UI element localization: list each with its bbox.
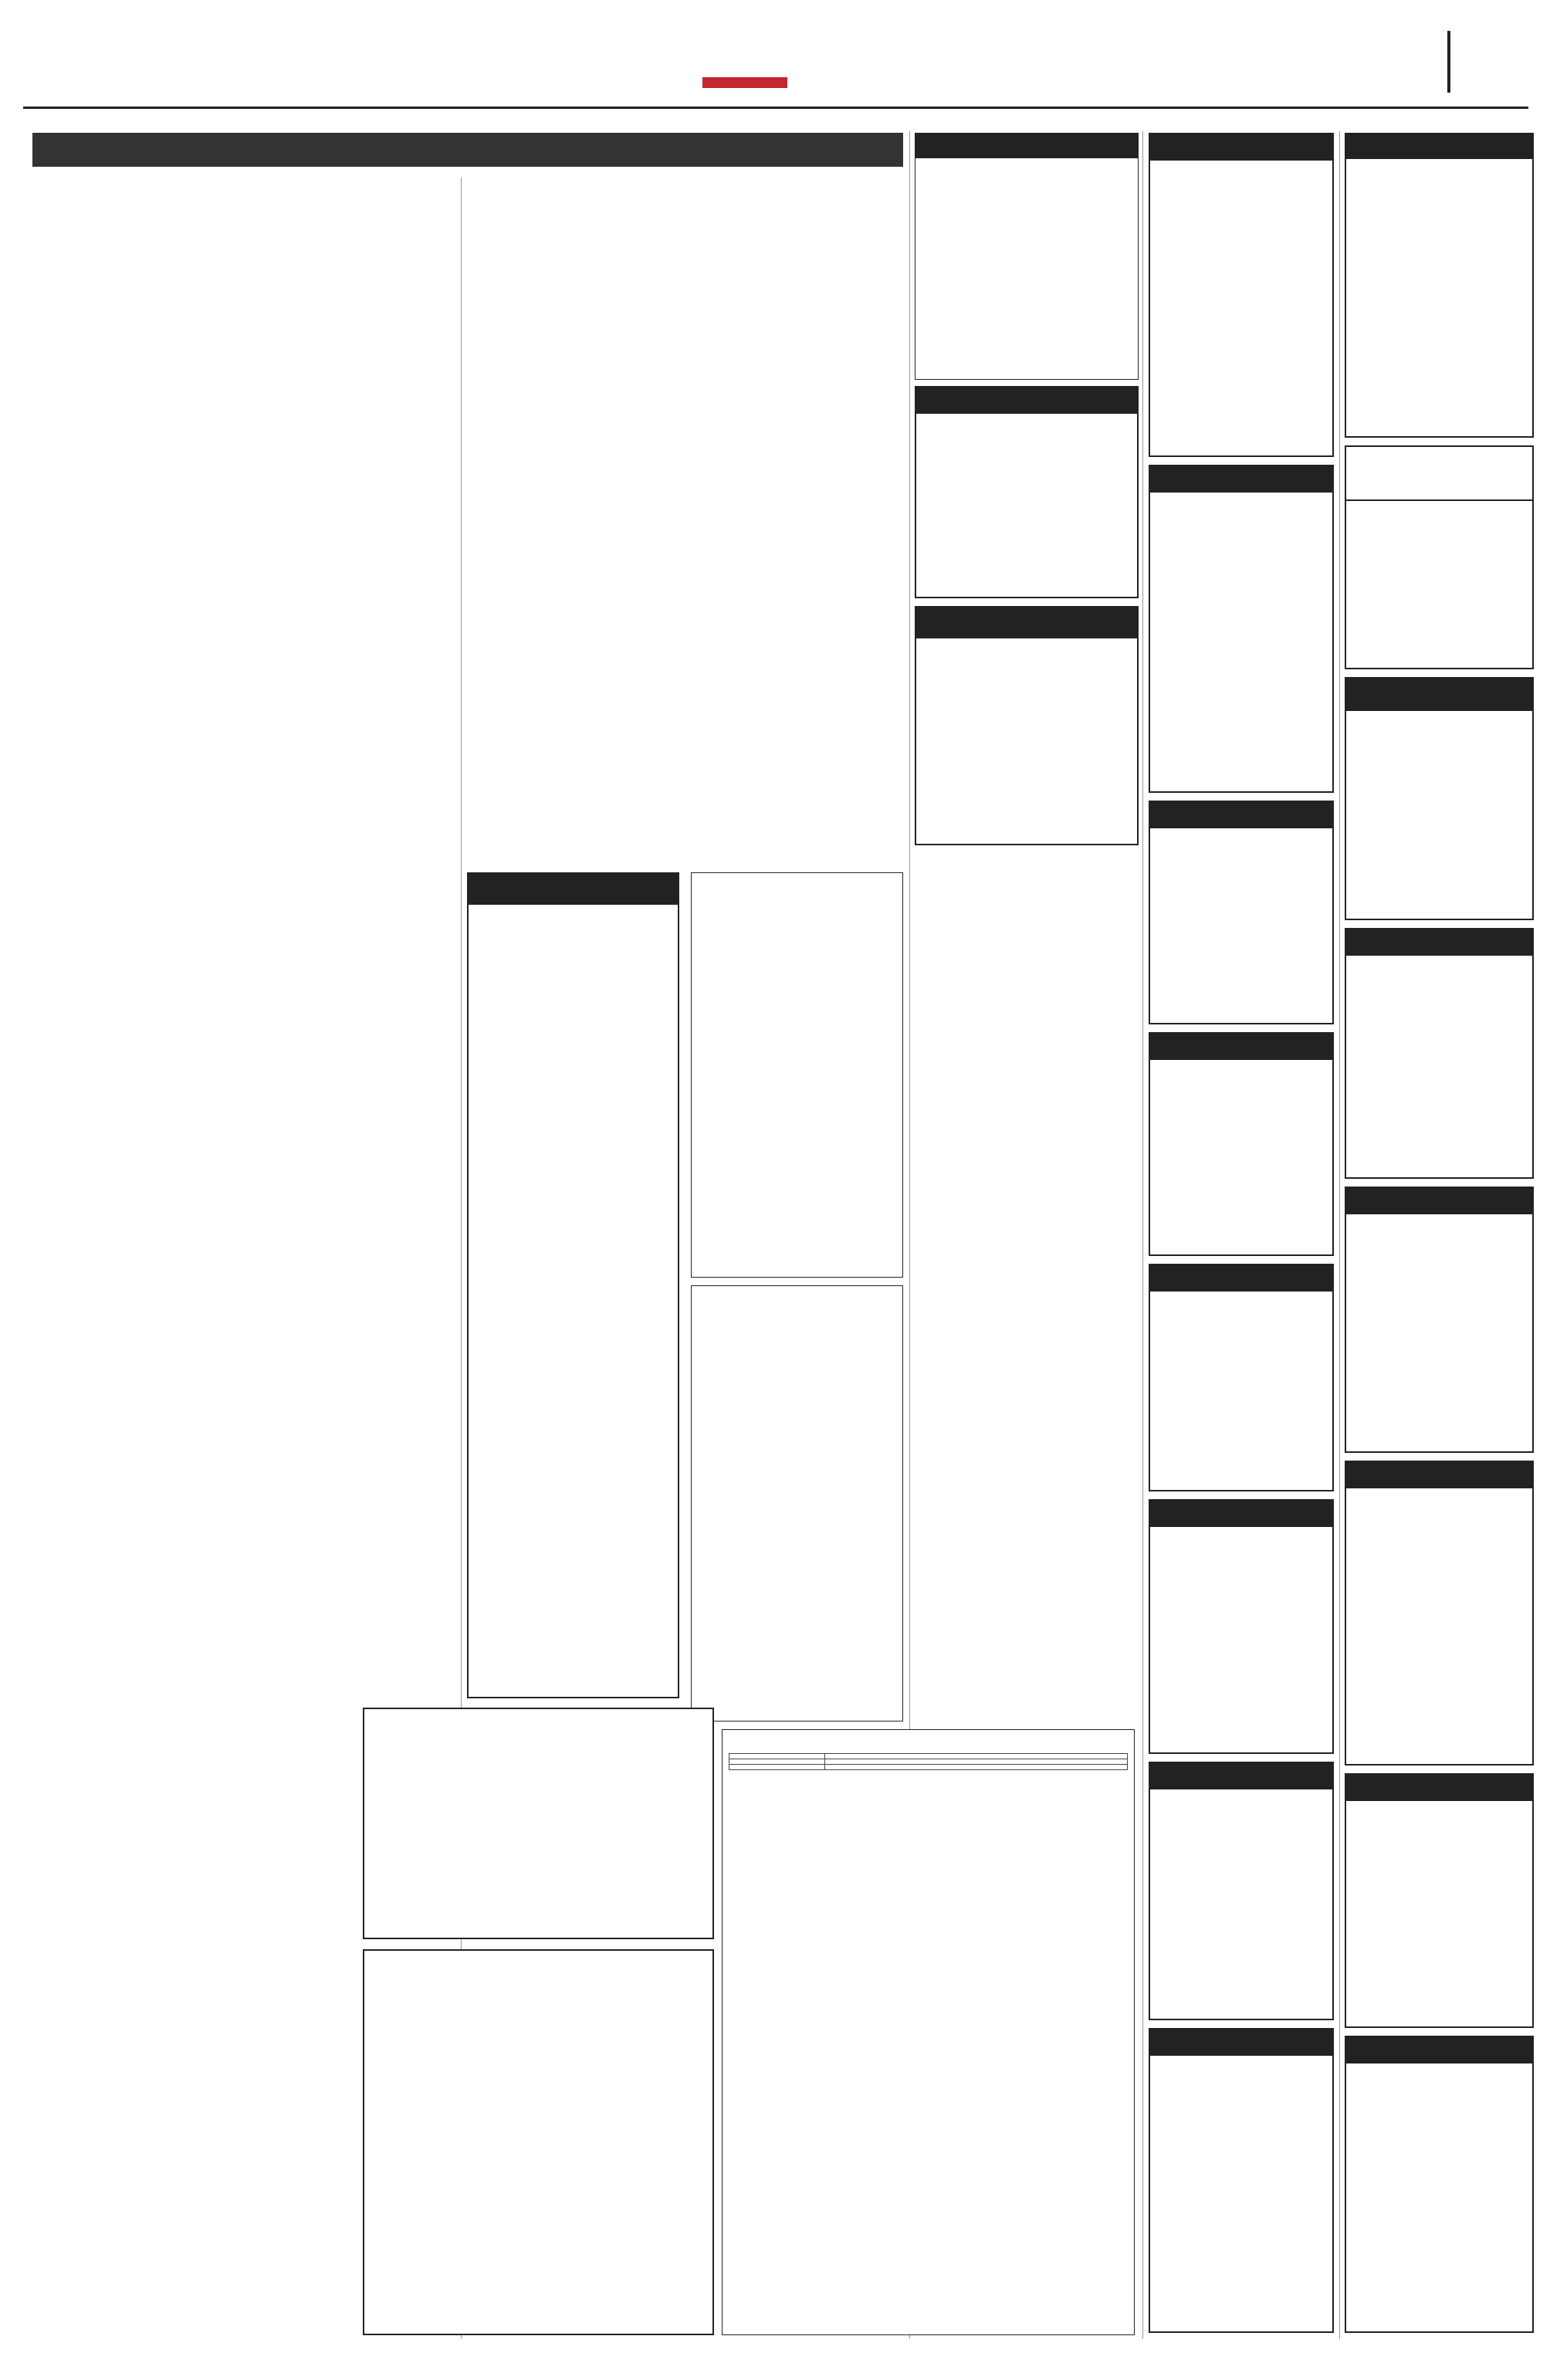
railway-tender-title: [469, 874, 678, 905]
notice-declaration-sign: [364, 1731, 712, 1742]
lost-notice-bijaya: [1149, 465, 1334, 793]
affidavit-abdur-body: [1346, 1214, 1532, 1220]
railway-auction-code: [915, 164, 1138, 168]
gvhss-r2-trade: [729, 1765, 825, 1770]
railway-tender-code: [469, 923, 678, 926]
affidavit-sanmati-body: [1150, 1292, 1332, 1298]
document-lost-susama: [1345, 133, 1534, 438]
gvhss-r2-qual: [824, 1765, 1127, 1770]
notice-sumita: [1345, 677, 1534, 920]
affidavit-kanak-title: [916, 608, 1137, 638]
affidavit-tabrez-body: [1150, 1789, 1332, 1796]
affidavit-pritty-title: [1150, 802, 1332, 828]
affidavit-sanmati: [1149, 1264, 1334, 1491]
balikhand-tender-ad: [363, 1949, 714, 2335]
affidavit-sangita: [915, 386, 1139, 598]
telengiri-quotation-ad: [691, 1285, 903, 1722]
sale-ad-title: [1346, 447, 1532, 501]
balikhand-l1: [364, 1951, 712, 1957]
newspaper-logo: [679, 31, 811, 77]
affidavit-padmabati: [1149, 1499, 1334, 1754]
gvhss-r1-qual: [824, 1759, 1127, 1765]
affidavit-smita-2-body: [1150, 2056, 1332, 2062]
affidavit-sangita-body: [916, 414, 1137, 420]
affidavit-padmanabha: [1345, 1461, 1534, 1766]
affidavit-tabrez-title: [1150, 1763, 1332, 1789]
gvhss-advertisement: [722, 1729, 1135, 2335]
affidavit-smita-2-title: [1150, 2030, 1332, 2056]
affidavit-tabrez: [1149, 1762, 1334, 2020]
newspaper-logo-sub: [702, 77, 787, 88]
affidavit-japa-title: [1150, 1034, 1332, 1060]
article-body-ipl: [32, 216, 457, 637]
sale-ad-body: [1346, 501, 1532, 507]
affidavit-taranam-title: [1346, 1775, 1532, 1801]
affidavit-padmabati-body: [1150, 1527, 1332, 1533]
balikhand-sign3: [364, 1982, 712, 1985]
notice-minor-title: [1346, 2037, 1532, 2063]
affidavit-sangita-title: [916, 388, 1137, 414]
affidavit-smita-1: [1345, 928, 1534, 1179]
lost-notice-daulat-body: [1150, 161, 1332, 167]
notice-declaration-title: [364, 1709, 712, 1715]
affidavit-japa: [1149, 1032, 1334, 1256]
affidavit-pritty-body: [1150, 828, 1332, 835]
affidavit-taranam-body: [1346, 1801, 1532, 1807]
sale-ad-gadhwal: [1345, 445, 1534, 669]
affidavit-smita-1-body: [1346, 956, 1532, 962]
gvhss-r1-trade: [729, 1759, 825, 1765]
continuation-banner: [32, 133, 903, 167]
affidavit-kanak-body: [916, 638, 1137, 645]
sale-ad-phone[interactable]: [1346, 513, 1532, 516]
railway-auction-title: [915, 134, 1138, 158]
header-rule: [23, 107, 1528, 109]
notice-declaration-ad: [363, 1708, 714, 1939]
affidavit-smita-1-title: [1346, 929, 1532, 956]
gvhss-th-qual: [824, 1754, 1127, 1759]
gvhss-qualification-table: [729, 1753, 1128, 1770]
tahasildar-tender-ad: [691, 872, 903, 1278]
notice-minor-body: [1346, 2063, 1532, 2070]
affidavit-padmabati-title: [1150, 1501, 1332, 1527]
page-header: [0, 0, 1550, 100]
lost-notice-daulat: [1149, 133, 1334, 457]
lost-notice-bijaya-title: [1150, 466, 1332, 493]
affidavit-padmanabha-title: [1346, 1462, 1532, 1488]
column-divider: [1142, 131, 1143, 2339]
affidavit-japa-body: [1150, 1060, 1332, 1066]
affidavit-smita-2: [1149, 2028, 1334, 2333]
affidavit-abdur-title: [1346, 1188, 1532, 1214]
affidavit-padmanabha-body: [1346, 1488, 1532, 1495]
tahasildar-title: [692, 873, 902, 879]
affidavit-sanmati-title: [1150, 1265, 1332, 1292]
notice-sumita-body: [1346, 711, 1532, 717]
article-body-heatwave: [32, 1180, 457, 1469]
affidavit-kanak: [915, 606, 1139, 845]
railway-tender-ad: [467, 872, 679, 1698]
tahasildar-sign2: [692, 895, 902, 898]
gvhss-sign2: [723, 1776, 1134, 1779]
lost-notice-daulat-title: [1150, 134, 1332, 161]
affidavit-pritty: [1149, 801, 1334, 1024]
column-divider: [1339, 131, 1340, 2339]
railway-tender-sub: [469, 905, 678, 914]
article-body-akalare: [467, 216, 903, 865]
notice-minor-chandrakant: [1345, 2036, 1534, 2333]
railway-auction-ad: [915, 133, 1139, 380]
page-number-divider: [1447, 31, 1450, 93]
affidavit-taranam: [1345, 1773, 1534, 2028]
affidavit-abdur: [1345, 1187, 1534, 1453]
gvhss-th-trade: [729, 1754, 825, 1759]
document-lost-body: [1346, 159, 1532, 165]
notice-sumita-title: [1346, 679, 1532, 711]
article-body-injection: [32, 679, 457, 1139]
lost-notice-bijaya-body: [1150, 493, 1332, 499]
document-lost-title: [1346, 134, 1532, 159]
